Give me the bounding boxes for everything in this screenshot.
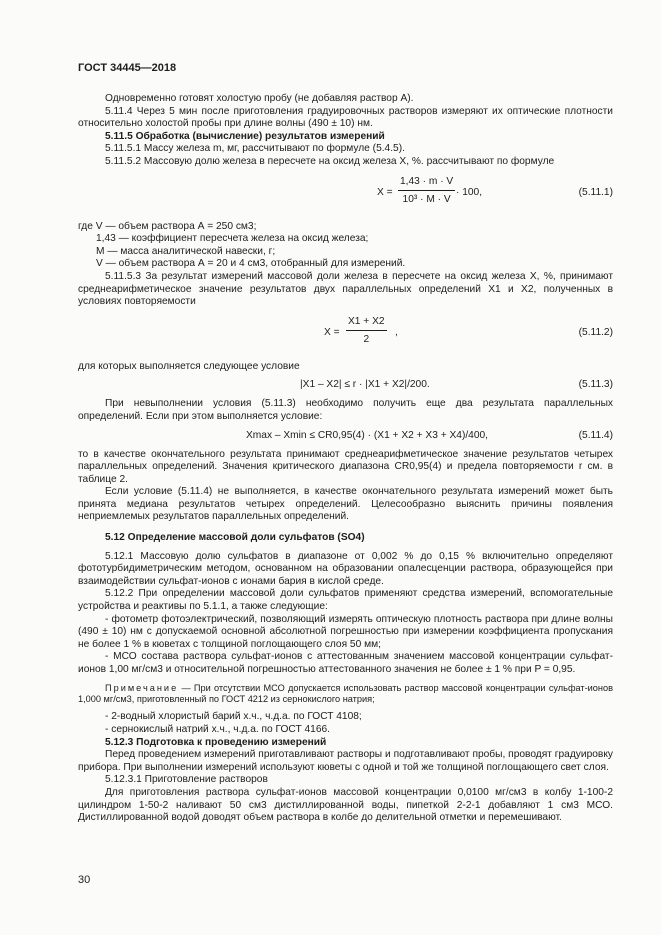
page-number: 30 (78, 874, 91, 886)
formula-tail: , (395, 326, 398, 338)
formula-fraction (346, 316, 387, 347)
paragraph-median: Если условие (5.11.4) не выполняется, в качестве окончательного результата измерений может быть принята медиана результатов четырех определений. Целесообразно выяснить причины появления неприемлемых результатов параллельных определений. (78, 486, 613, 523)
paragraph-5-11-5-1: 5.11.5.1 Массу железа m, мг, рассчитывают по формуле (5.4.5). (105, 143, 405, 155)
paragraph-5-12-1: 5.12.1 Массовую долю сульфатов в диапазоне от 0,002 % до 0,15 % включительно определяют фототурбидиметрическим методом, основанном на образовании опалесценции раствора, образующейся при взаимодействии сульфат-ионов с ионами бария в кислой среде. (78, 550, 613, 587)
paragraph-preparation: Перед проведением измерений приготавливают растворы и подготавливают пробы, проводят градуировку прибора. При выполнении измерений используют кюветы с одной и той же толщиной поглощающего свет слоя. (78, 749, 613, 773)
page-body (78, 93, 613, 825)
paragraph-condition-fail: При невыполнении условия (5.11.3) необходимо получить еще два результата параллельных определений. Если при этом выполняется условие: (78, 398, 613, 422)
paragraph-5-11-5-2: 5.11.5.2 Массовую долю железа в пересчете на оксид железа X, %. рассчитывают по формуле (105, 155, 555, 167)
formula-fraction (398, 176, 455, 207)
note-label: Примечание (105, 682, 179, 693)
list-item-barium-chloride: - 2-водный хлористый барий х.ч., ч.д.а. по ГОСТ 4108; (105, 711, 362, 723)
formula-tail: · 100, (456, 186, 483, 198)
document-header: ГОСТ 34445—2018 (78, 62, 177, 74)
paragraph-5-12-2: 5.12.2 При определении массовой доли сульфатов применяют средства измерений, вспомогательные устройства и реактивы по 5.1.1, а также следующие: (78, 588, 613, 613)
formula-number: (5.11.2) (578, 326, 613, 338)
heading-5-11-5: 5.11.5 Обработка (вычисление) результатов измерений (105, 130, 385, 142)
formula-legend (78, 221, 613, 271)
heading-5-12: 5.12 Определение массовой доли сульфатов (SO4) (105, 532, 365, 544)
formula-numerator: 1,43 · m · V (398, 176, 455, 192)
formula-lhs: X = (377, 186, 393, 198)
legend-item: где V — объем раствора А = 250 см3; (78, 220, 257, 232)
paragraph-5-11-5-3: 5.11.5.3 За результат измерений массовой доли железа в пересчете на оксид железа X, %, принимают среднеарифметическое значение результатов двух параллельных определений X1 и X2, полученных в условиях повторяемости (78, 270, 613, 308)
formula-5-11-2 (78, 313, 613, 357)
legend-item: 1,43 — коэффициент пересчета железа на оксид железа; (96, 233, 369, 245)
formula-5-11-3 (78, 379, 613, 392)
list-item-sodium-sulfate: - сернокислый натрий х.ч., ч.д.а. по ГОСТ 4166. (105, 724, 330, 735)
formula-number: (5.11.4) (578, 429, 613, 441)
list-item-mso: - МСО состава раствора сульфат-ионов с аттестованным значением массовой концентрации сульфат-ионов 1,00 мг/см3 и относительной погрешностью аттестованного значения не более ± 1 % при P = 0,95. (78, 651, 613, 675)
formula-expression: |X1 – X2| ≤ r · |X1 + X2|/200. (300, 379, 430, 391)
heading-5-12-3-1: 5.12.3.1 Приготовление растворов (105, 774, 268, 786)
paragraph-blank-sample: Одновременно готовят холостую пробу (не добавляя раствор А). (105, 93, 414, 104)
paragraph-solution-prep: Для приготовления раствора сульфат-ионов массовой концентрации 0,0100 мг/см3 в колбу 1-100-2 цилиндром 1-50-2 наливают 50 см3 дистиллированной воды, пипеткой 2-2-1 добавляют 1 см3 МСО. Дистиллированной водой доводят объем раствора в колбе до делительной отметки и перемешивают. (78, 786, 613, 824)
paragraph-5-11-4: 5.11.4 Через 5 мин после приготовления градуировочных растворов измеряют их оптические плотности относительно холостой пробы при длине волны (490 ± 10) нм. (78, 105, 613, 130)
formula-denominator: 10³ · M · V (402, 194, 451, 206)
note (78, 683, 613, 706)
legend-item: M — масса аналитической навески, г; (96, 245, 276, 257)
formula-5-11-4 (78, 430, 613, 443)
list-item-photometer: - фотометр фотоэлектрический, позволяющий измерять оптическую плотность раствора при длине волны (490 ± 10) нм с допускаемой основной абсолютной погрешностью при измерении коэффициента пропускания не более 1 % в кюветах с толщиной поглощающего слоя 50 мм; (78, 613, 613, 650)
formula-5-11-1 (78, 173, 613, 217)
formula-denominator: 2 (363, 334, 370, 346)
paragraph-final-result: то в качестве окончательного результата принимают среднеарифметическое значение результатов четырех параллельных определений. Значения критического диапазона CR0,95(4) и предела повторяемости r см. в таблице 2. (78, 448, 613, 485)
paragraph-condition-intro: для которых выполняется следующее условие (78, 360, 300, 372)
formula-numerator: X1 + X2 (346, 316, 387, 332)
formula-lhs: X = (324, 326, 340, 338)
note-text: — При отсутствии МСО допускается использовать раствор массовой концентрации сульфат-ионов 1,000 мг/см3, приготовленный по ГОСТ 4212 из сернокислого натрия; (78, 682, 613, 704)
heading-5-12-3: 5.12.3 Подготовка к проведению измерений (105, 736, 327, 748)
formula-number: (5.11.1) (578, 186, 613, 198)
legend-item: V — объем раствора А = 20 и 4 см3, отобранный для измерений. (96, 258, 406, 270)
formula-number: (5.11.3) (578, 379, 613, 391)
formula-expression: Xmax – Xmin ≤ CR0,95(4) · (X1 + X2 + X3 + X4)/400, (246, 429, 488, 441)
